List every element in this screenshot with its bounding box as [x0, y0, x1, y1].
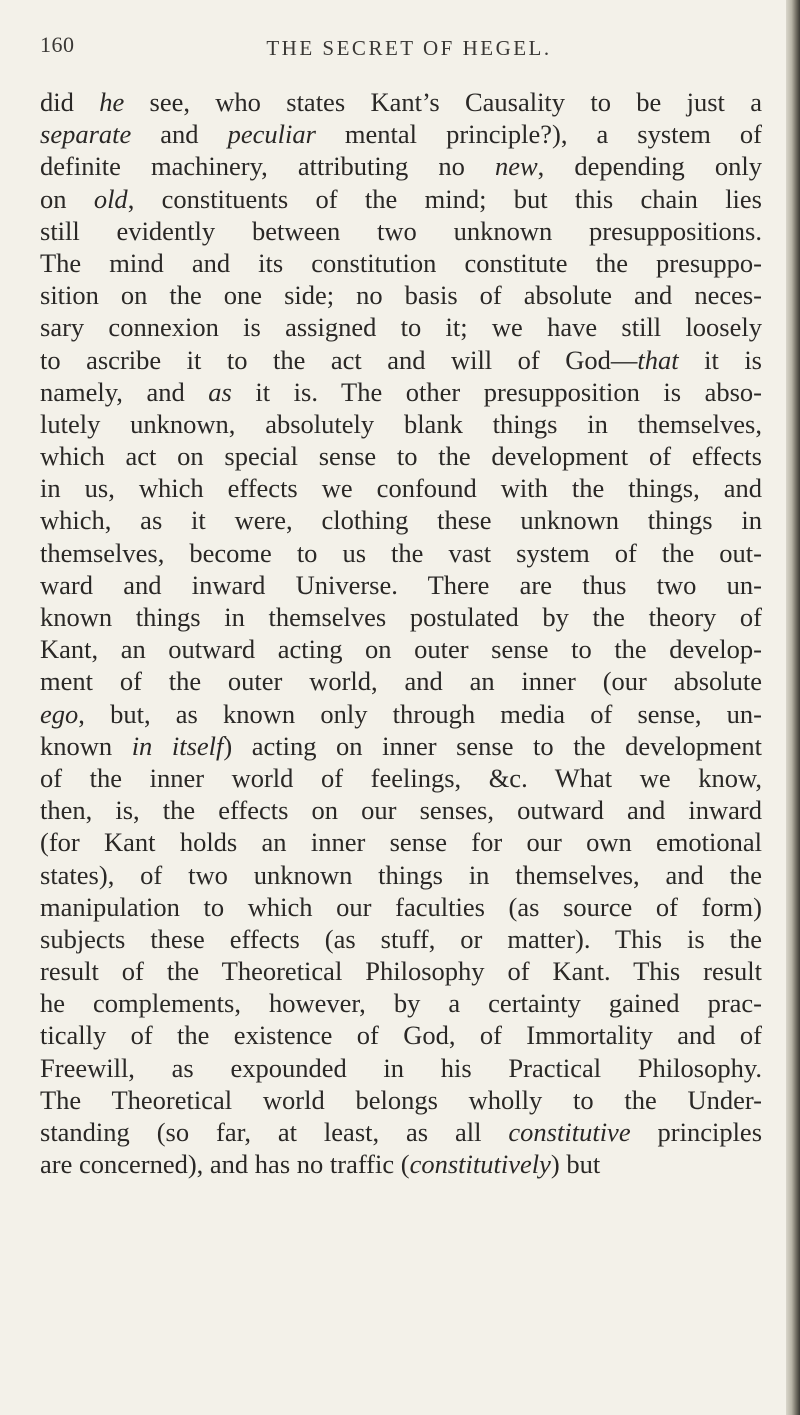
text-run: , but, as known only through media of sense, un-	[78, 698, 762, 729]
italic-text: that	[637, 344, 679, 375]
text-run: he complements, however, by a certainty gained prac-	[40, 988, 762, 1019]
text-run: states), of two unknown things in themselves, and the	[40, 859, 762, 890]
text-run: and	[131, 119, 228, 150]
text-line	[40, 601, 762, 633]
text-run: see, who states Kant’s Causality to be just a	[124, 87, 762, 117]
text-line	[40, 279, 762, 311]
text-line	[40, 1116, 762, 1148]
italic-text: old	[93, 183, 128, 214]
text-run: which, as it were, clothing these unknown things in	[40, 505, 762, 536]
text-line	[40, 730, 762, 762]
text-run: subjects these effects (as stuff, or matter). This is the	[40, 923, 762, 954]
text-run: to ascribe it to the act and will of God—	[40, 344, 638, 375]
text-run: principles	[630, 1117, 762, 1147]
page-number: 160	[40, 32, 75, 57]
text-line	[40, 698, 762, 730]
text-run: themselves, become to us the vast system of the out-	[40, 537, 762, 568]
text-line	[40, 987, 762, 1019]
text-line	[40, 247, 762, 279]
text-run: ) but	[550, 1149, 601, 1180]
text-run: on	[40, 183, 94, 214]
text-run: tically of the existence of God, of Immortality and of	[40, 1020, 762, 1051]
text-run: ) acting on inner sense to the development	[223, 730, 762, 761]
text-run: lutely unknown, absolutely blank things in themselves,	[40, 408, 762, 439]
italic-text: in itself	[131, 730, 224, 761]
text-line	[40, 440, 762, 472]
text-run: of the inner world of feelings, &c. What we know,	[40, 762, 762, 793]
text-line	[40, 665, 762, 697]
text-run: sary connexion is assigned to it; we have still loosely	[40, 312, 762, 343]
text-line	[40, 86, 762, 118]
text-line	[40, 215, 762, 247]
italic-text: as	[208, 376, 232, 407]
text-line	[40, 344, 762, 376]
italic-text: separate	[40, 119, 132, 150]
text-line	[40, 1084, 762, 1116]
body-text	[40, 86, 762, 1180]
text-run: definite machinery, attributing no	[40, 151, 495, 182]
text-run: then, is, the effects on our senses, outward and inward	[40, 795, 762, 826]
text-line	[40, 633, 762, 665]
text-line	[40, 826, 762, 858]
text-line	[40, 923, 762, 955]
text-run: it is. The other presupposition is abso-	[231, 376, 762, 407]
text-line	[40, 376, 762, 408]
text-run: mental principle?), a system of	[315, 119, 762, 150]
text-run: did	[40, 87, 100, 117]
text-line	[40, 762, 762, 794]
text-run: which act on special sense to the development of effects	[40, 441, 762, 472]
italic-text: he	[99, 87, 125, 117]
text-run: The mind and its constitution constitute the presuppo-	[40, 247, 762, 278]
text-line	[40, 118, 762, 150]
text-line	[40, 569, 762, 601]
text-run: result of the Theoretical Philosophy of Kant. This result	[40, 956, 762, 987]
text-line	[40, 408, 762, 440]
text-line	[40, 859, 762, 891]
italic-text: constitutively	[409, 1149, 551, 1180]
text-run: , constituents of the mind; but this chain lies	[127, 183, 762, 214]
italic-text: ego	[40, 698, 79, 729]
text-line	[40, 1052, 762, 1084]
text-run: Kant, an outward acting on outer sense to the develop-	[40, 634, 762, 665]
text-line	[40, 537, 762, 569]
page-header	[40, 32, 778, 72]
italic-text: peculiar	[227, 119, 316, 150]
text-run: standing (so far, at least, as all	[40, 1117, 509, 1147]
text-line	[40, 891, 762, 923]
text-run: it is	[678, 344, 762, 375]
text-line	[40, 794, 762, 826]
text-line	[40, 1019, 762, 1051]
text-line	[40, 311, 762, 343]
text-run: in us, which effects we confound with the things, and	[40, 473, 762, 504]
text-line	[40, 150, 762, 182]
text-line	[40, 955, 762, 987]
text-run: sition on the one side; no basis of absolute and neces-	[40, 280, 762, 311]
italic-text: constitutive	[508, 1117, 631, 1147]
text-run: namely, and	[40, 376, 209, 407]
text-run: are concerned), and has no traffic (	[40, 1149, 410, 1180]
text-run: known	[40, 730, 132, 761]
text-line	[40, 504, 762, 536]
text-run: known things in themselves postulated by the theory of	[40, 602, 762, 632]
text-run: still evidently between two unknown presuppositions.	[40, 215, 762, 246]
text-line	[40, 1148, 762, 1180]
text-line	[40, 472, 762, 504]
running-head: THE SECRET OF HEGEL.	[266, 36, 552, 60]
text-run: (for Kant holds an inner sense for our own emotional	[40, 827, 762, 858]
text-run: The Theoretical world belongs wholly to the Under-	[40, 1084, 762, 1115]
text-run: ment of the outer world, and an inner (our absolute	[40, 666, 762, 697]
italic-text: new	[494, 151, 538, 182]
text-line	[40, 183, 762, 215]
text-run: ward and inward Universe. There are thus two un-	[40, 569, 762, 600]
text-run: manipulation to which our faculties (as source of form)	[40, 891, 762, 922]
text-run: , depending only	[537, 151, 762, 182]
text-run: Freewill, as expounded in his Practical Philosophy.	[40, 1052, 762, 1083]
page-edge-shadow	[786, 0, 800, 1415]
